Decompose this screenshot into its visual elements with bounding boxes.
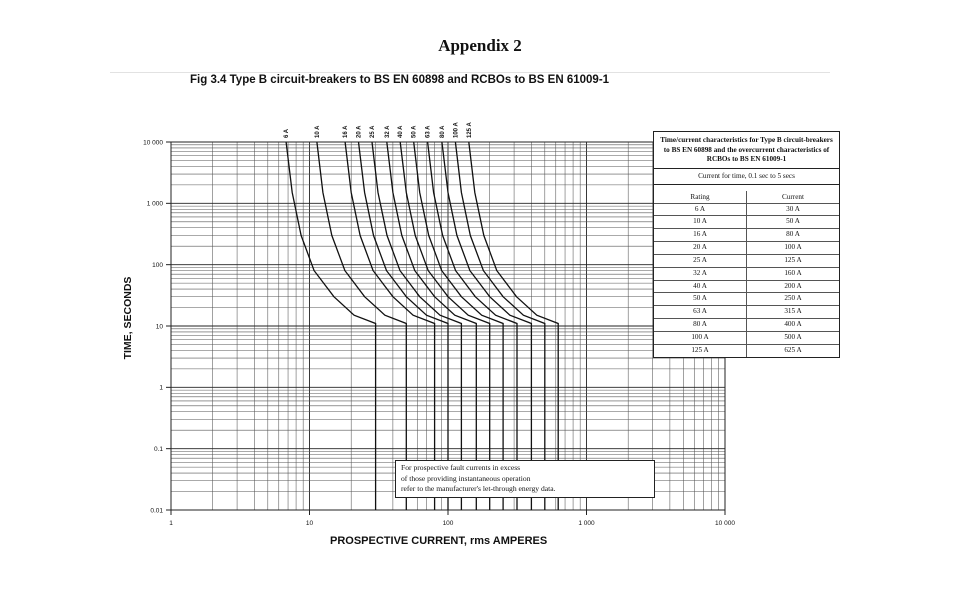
x-tick-label: 1: [169, 520, 173, 527]
rating-cell: 20 A: [654, 242, 747, 254]
rating-label: 20 A: [356, 125, 363, 138]
characteristics-table: [653, 131, 840, 358]
table-row: [654, 292, 839, 305]
rating-label: 80 A: [439, 125, 446, 138]
current-cell: 625 A: [784, 345, 802, 354]
y-tick-label: 0.01: [150, 507, 163, 515]
current-cell: 400 A: [784, 320, 802, 329]
rating-label: 100 A: [453, 122, 460, 138]
table-header-row: [654, 191, 839, 203]
current-cell: 100 A: [784, 243, 802, 252]
note-line: of those providing instantaneous operation: [401, 473, 531, 483]
current-cell: 315 A: [784, 307, 802, 316]
table-row: [654, 318, 839, 331]
current-cell: 500 A: [784, 332, 802, 341]
x-tick-label: 10: [305, 520, 314, 527]
rating-label: 10 A: [314, 125, 321, 138]
figure-title: Fig 3.4 Type B circuit-breakers to BS EN 60898 and RCBOs to BS EN 61009-1: [190, 74, 610, 86]
table-row: [654, 280, 839, 293]
rating-label: 63 A: [425, 125, 432, 138]
rating-label: 25 A: [369, 125, 376, 138]
rating-cell: 16 A: [654, 229, 747, 241]
table-subtitle: Current for time, 0.1 sec to 5 secs: [654, 169, 839, 185]
rating-column-header: Rating: [654, 191, 747, 203]
appendix-heading: Appendix 2: [438, 36, 522, 55]
current-cell: 125 A: [784, 255, 802, 264]
table-row: [654, 305, 839, 318]
table-row: [654, 344, 839, 357]
y-tick-label: 1: [159, 384, 163, 392]
rating-label: 32 A: [384, 125, 391, 138]
note-line: For prospective fault currents in excess: [401, 463, 521, 472]
table-row: [654, 203, 839, 216]
fault-current-note: [395, 460, 655, 498]
y-tick-label: 1 000: [146, 200, 163, 208]
current-column-header: Current: [782, 192, 804, 201]
current-cell: 30 A: [786, 204, 800, 213]
chart-labels: [284, 122, 473, 138]
rating-cell: 40 A: [654, 281, 747, 293]
current-cell: 200 A: [784, 281, 802, 290]
rating-cell: 80 A: [654, 319, 747, 331]
current-cell: 160 A: [784, 268, 802, 277]
table-row: [654, 228, 839, 241]
rating-cell: 100 A: [654, 332, 747, 344]
rating-label: 125 A: [466, 122, 473, 138]
note-line: refer to the manufacturer's let-through energy data.: [401, 484, 556, 493]
x-tick-label: 100: [442, 520, 454, 527]
table-row: [654, 331, 839, 344]
rating-cell: 63 A: [654, 306, 747, 318]
current-cell: 250 A: [784, 294, 802, 303]
rating-cell: 6 A: [654, 204, 747, 216]
current-cell: 80 A: [786, 230, 800, 239]
rating-cell: 125 A: [654, 345, 747, 357]
rating-label: 50 A: [411, 125, 418, 138]
y-tick-label: 10 000: [143, 139, 163, 147]
rating-cell: 10 A: [654, 216, 747, 228]
x-axis-label: PROSPECTIVE CURRENT, rms AMPERES: [330, 535, 548, 547]
rating-label: 6 A: [284, 128, 291, 138]
rating-label: 40 A: [398, 125, 405, 138]
table-row: [654, 267, 839, 280]
table-row: [654, 241, 839, 254]
rating-cell: 25 A: [654, 255, 747, 267]
table-body: [654, 203, 839, 357]
y-tick-label: 100: [152, 261, 163, 269]
rating-label: 16 A: [343, 125, 350, 138]
current-cell: 50 A: [786, 217, 800, 226]
table-row: [654, 254, 839, 267]
rating-cell: 32 A: [654, 268, 747, 280]
table-row: [654, 215, 839, 228]
rating-cell: 50 A: [654, 293, 747, 305]
table-title: Time/current characteristics for Type B circuit-breakers to BS EN 60898 and the overcurrent characteristics of RCBOs to BS EN 61009-1: [654, 132, 839, 169]
y-tick-label: 0.1: [153, 445, 163, 453]
x-tick-label: 10 000: [715, 520, 735, 527]
y-tick-label: 10: [155, 323, 163, 331]
x-tick-label: 1 000: [578, 520, 595, 527]
y-axis-label: TIME, SECONDS: [122, 276, 134, 360]
